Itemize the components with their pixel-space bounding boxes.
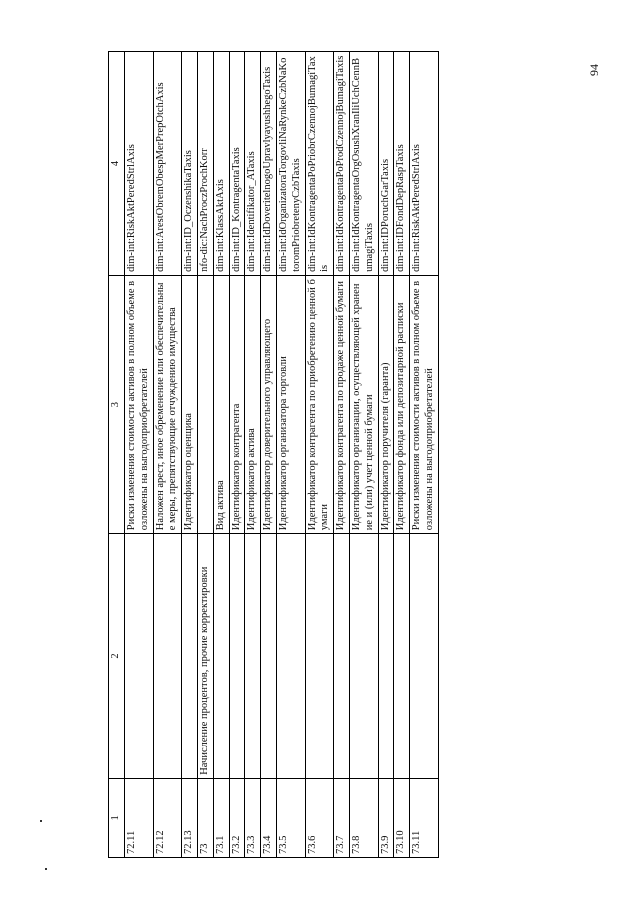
row-code-cell: dim-int:ID_OczenshikaTaxis bbox=[182, 52, 198, 276]
table-row bbox=[153, 52, 182, 858]
row-name-cell bbox=[213, 534, 229, 779]
row-code-cell: dim-int:IdOrganizatoraTorgovliNaRynkeCzbNaKotoromPriobretenyCzbTaxis bbox=[276, 52, 305, 276]
row-description-cell: Риски изменения стоимости активов в полном объеме возложены на выгодоприобретателей bbox=[125, 275, 154, 533]
rotated-page-content bbox=[108, 51, 604, 858]
row-description-cell: Наложен арест, иное обременение или обеспечительные меры, препятствующие отчуждению имущества bbox=[153, 275, 182, 533]
row-code-cell: dim-int:IdKontragentaPoProdCzennojBumagiTaxis bbox=[334, 52, 350, 276]
row-name-cell bbox=[261, 534, 277, 779]
row-code-cell: dim-int:RiskAktPeredStrlAxis bbox=[125, 52, 154, 276]
row-number-cell: 72.13 bbox=[182, 778, 198, 857]
scan-speck bbox=[40, 820, 42, 822]
row-name-cell bbox=[378, 534, 394, 779]
table-row bbox=[229, 52, 245, 858]
row-number-cell: 73 bbox=[197, 778, 213, 857]
row-number-cell: 73.8 bbox=[349, 778, 378, 857]
row-number-cell: 73.3 bbox=[245, 778, 261, 857]
row-description-cell bbox=[197, 275, 213, 533]
table-row bbox=[305, 52, 334, 858]
row-number-cell: 73.11 bbox=[410, 778, 439, 857]
row-description-cell: Идентификатор контрагента по приобретению ценной бумаги bbox=[305, 275, 334, 533]
row-name-cell bbox=[410, 534, 439, 779]
row-description-cell: Идентификатор организации, осуществляющей хранение и (или) учет ценной бумаги bbox=[349, 275, 378, 533]
row-description-cell: Идентификатор фонда или депозитарной расписки bbox=[394, 275, 410, 533]
row-code-cell: dim-int:IdKontragentaPoPriobrCzennojBumagiTaxis bbox=[305, 52, 334, 276]
header-cell-3: 3 bbox=[109, 275, 125, 533]
row-name-cell bbox=[305, 534, 334, 779]
table-row bbox=[245, 52, 261, 858]
table-header-row bbox=[109, 52, 125, 858]
table-row bbox=[197, 52, 213, 858]
row-number-cell: 72.11 bbox=[125, 778, 154, 857]
row-number-cell: 73.5 bbox=[276, 778, 305, 857]
row-code-cell: nfo-dic:NachProczProchKorr bbox=[197, 52, 213, 276]
scan-speck bbox=[45, 868, 47, 870]
row-name-cell bbox=[229, 534, 245, 779]
row-code-cell: dim-int:ArestObremObespMerPrepOtchAxis bbox=[153, 52, 182, 276]
row-number-cell: 73.4 bbox=[261, 778, 277, 857]
table-row bbox=[394, 52, 410, 858]
row-number-cell: 72.12 bbox=[153, 778, 182, 857]
row-code-cell: dim-int:IDFondDepRaspTaxis bbox=[394, 52, 410, 276]
row-code-cell: dim-int:RiskAktPeredStrlAxis bbox=[410, 52, 439, 276]
header-cell-4: 4 bbox=[109, 52, 125, 276]
row-number-cell: 73.1 bbox=[213, 778, 229, 857]
table-row bbox=[125, 52, 154, 858]
row-description-cell: Идентификатор доверительного управляющего bbox=[261, 275, 277, 533]
row-code-cell: dim-int:KlassAktAxis bbox=[213, 52, 229, 276]
row-code-cell: dim-int:IdDoveritelnogoUpravlyayushhegoTaxis bbox=[261, 52, 277, 276]
row-name-cell bbox=[394, 534, 410, 779]
row-name-cell bbox=[125, 534, 154, 779]
row-name-cell bbox=[182, 534, 198, 779]
page-number: 94 bbox=[587, 64, 601, 76]
row-name-cell bbox=[245, 534, 261, 779]
row-description-cell: Риски изменения стоимости активов в полном объеме возложены на выгодоприобретателей bbox=[410, 275, 439, 533]
row-description-cell: Вид актива bbox=[213, 275, 229, 533]
row-description-cell: Идентификатор организатора торговли bbox=[276, 275, 305, 533]
row-name-cell bbox=[276, 534, 305, 779]
row-code-cell: dim-int:ID_KontragentaTaxis bbox=[229, 52, 245, 276]
table-row bbox=[349, 52, 378, 858]
row-number-cell: 73.9 bbox=[378, 778, 394, 857]
row-number-cell: 73.7 bbox=[334, 778, 350, 857]
header-cell-2: 2 bbox=[109, 534, 125, 779]
row-description-cell: Идентификатор поручителя (гаранта) bbox=[378, 275, 394, 533]
row-number-cell: 73.6 bbox=[305, 778, 334, 857]
row-number-cell: 73.10 bbox=[394, 778, 410, 857]
row-description-cell: Идентификатор контрагента bbox=[229, 275, 245, 533]
table-row bbox=[276, 52, 305, 858]
table-row bbox=[213, 52, 229, 858]
row-name-cell bbox=[349, 534, 378, 779]
table-row bbox=[378, 52, 394, 858]
row-number-cell: 73.2 bbox=[229, 778, 245, 857]
table-row bbox=[261, 52, 277, 858]
row-code-cell: dim-int:IDPoruchGarTaxis bbox=[378, 52, 394, 276]
mapping-table bbox=[108, 51, 439, 858]
header-cell-1: 1 bbox=[109, 778, 125, 857]
table-row bbox=[182, 52, 198, 858]
row-description-cell: Идентификатор контрагента по продаже ценной бумаги bbox=[334, 275, 350, 533]
row-description-cell: Идентификатор актива bbox=[245, 275, 261, 533]
row-name-cell bbox=[334, 534, 350, 779]
row-code-cell: dim-int:Identifikator_ATaxis bbox=[245, 52, 261, 276]
row-code-cell: dim-int:IdKontragentaOrgOsushXranIliUchCennBumagiTaxis bbox=[349, 52, 378, 276]
table-row bbox=[410, 52, 439, 858]
row-description-cell: Идентификатор оценщика bbox=[182, 275, 198, 533]
row-name-cell: Начисление процентов, прочие корректировки bbox=[197, 534, 213, 779]
row-name-cell bbox=[153, 534, 182, 779]
table-row bbox=[334, 52, 350, 858]
